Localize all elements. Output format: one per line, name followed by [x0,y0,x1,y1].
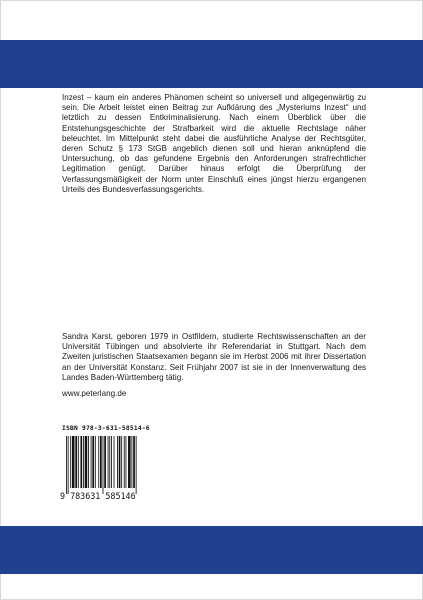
ean-digits: 9 783631 585146 [60,491,136,501]
publisher-url[interactable]: www.peterlang.de [62,389,127,398]
barcode-block [60,425,160,510]
abstract-text: Inzest – kaum ein anderes Phänomen scheint so universell und allgegenwärtig zu sein. Die Arbeit leistet einen Beitrag zur Aufklärung des „Mysteriums Inzest“ und letztlich zu dessen Entkriminalisierung. Nach einem Überblick über die Entstehungsgeschichte der Strafbarkeit wird die aktuelle Rechtslage näher beleuchtet. Im Mittelpunkt steht dabei die ausführliche Analyse der Rechtsgüter, deren Schutz § 173 StGB angeblich dienen soll und hieran anknüpfend die Untersuchung, ob das gefundene Ergebnis den Anforderungen strafrechtlicher Legitimation genügt. Darüber hinaus erfolgt die Überprüfung der Verfassungsmäßigkeit der Norm unter Einschluß eines jüngst hierzu ergangenen Urteils des Bundesverfassungsgerichts. [62,93,366,194]
author-bio-text: Sandra Karst, geboren 1979 in Ostfildern, studierte Rechtswissenschaften an der Universität Tübingen und absolvierte ihr Referendariat in Stuttgart. Nach dem Zweiten juristischen Staatsexamen begann sie im Herbst 2006 mit ihrer Dissertation an der Universität Konstanz. Seit Frühjahr 2007 ist sie in der Innenverwaltung des Landes Baden-Württemberg tätig. [62,332,366,382]
barcode-image [66,436,158,498]
isbn-label: ISBN 978-3-631-58514-6 [62,425,150,432]
top-blue-band [0,40,423,88]
bottom-blue-band [0,526,423,574]
